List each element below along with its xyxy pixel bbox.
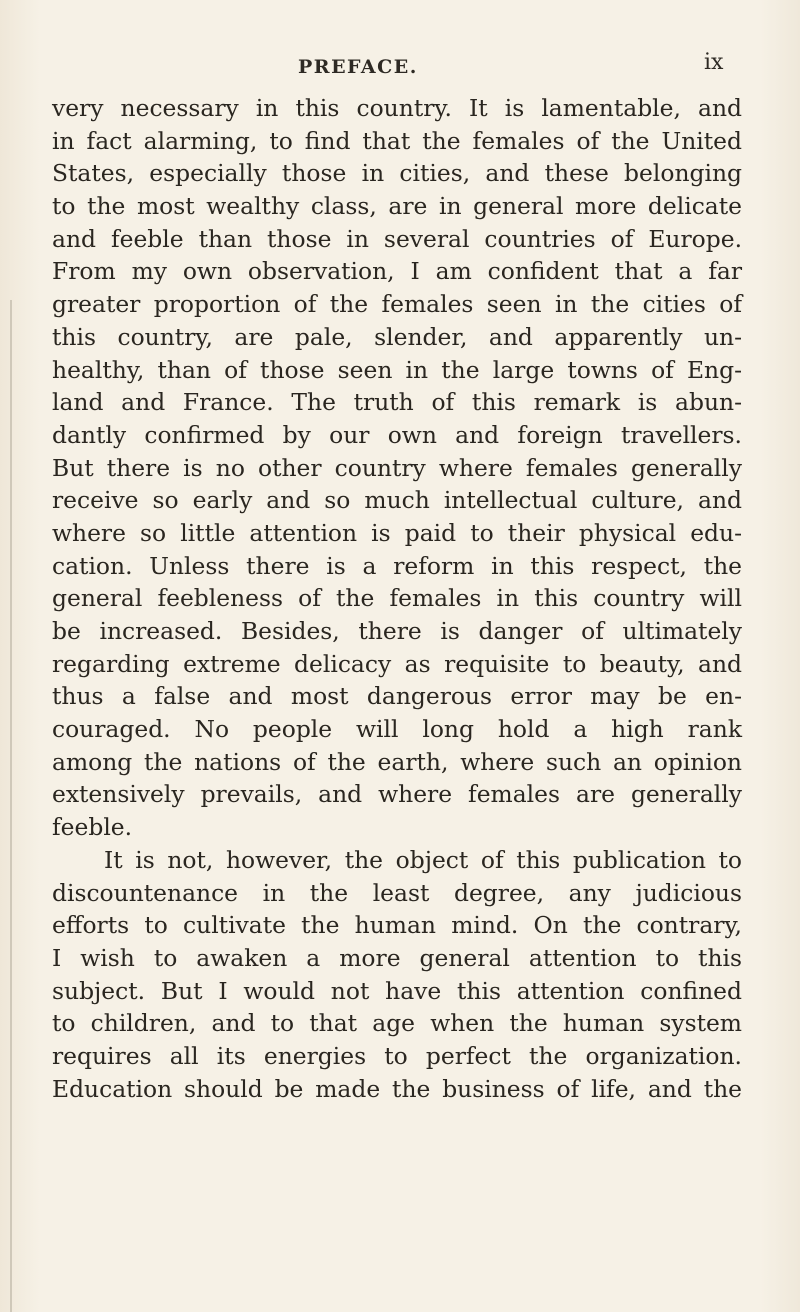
text-line: in fact alarming, to find that the females of the United <box>52 126 742 155</box>
text-line: regarding extreme delicacy as requisite to beauty, and <box>52 649 742 678</box>
text-line: thus a false and most dangerous error may be en- <box>52 682 742 711</box>
text-line: efforts to cultivate the human mind. On the contrary, <box>52 911 742 940</box>
text-line: where so little attention is paid to their physical edu- <box>52 518 742 547</box>
text-line: this country, are pale, slender, and apparently un- <box>52 322 742 351</box>
text-line: extensively prevails, and where females are generally <box>52 780 742 809</box>
text-line: I wish to awaken a more general attention to this <box>52 943 742 972</box>
text-line: general feebleness of the females in this country will <box>52 584 742 613</box>
text-line: receive so early and so much intellectual culture, and <box>52 486 742 515</box>
text-line: discountenance in the least degree, any judicious <box>52 878 742 907</box>
text-line: very necessary in this country. It is lamentable, and <box>52 94 742 122</box>
page-edge-shadow <box>10 300 12 1312</box>
text-line: among the nations of the earth, where such an opinion <box>52 747 742 776</box>
text-line: couraged. No people will long hold a high rank <box>52 715 742 744</box>
text-line: to the most wealthy class, are in general more delicate <box>52 192 742 221</box>
text-line: be increased. Besides, there is danger of ultimately <box>52 617 742 645</box>
text-line: feeble. <box>52 813 133 842</box>
running-head <box>0 50 800 88</box>
text-line: It is not, however, the object of this publication to <box>104 845 742 874</box>
text-line: greater proportion of the females seen in the cities of <box>52 290 742 319</box>
text-line: subject. But I would not have this attention confined <box>52 976 742 1005</box>
text-line: cation. Unless there is a reform in this respect, the <box>52 551 742 580</box>
text-line: dantly confirmed by our own and foreign travellers. <box>52 420 742 449</box>
text-line: to children, and to that age when the human system <box>52 1009 742 1038</box>
text-line: States, especially those in cities, and these belonging <box>52 159 742 188</box>
text-line: and feeble than those in several countries of Europe. <box>52 224 742 253</box>
text-line: requires all its energies to perfect the organization. <box>52 1041 742 1070</box>
text-line: Education should be made the business of life, and the <box>52 1074 742 1103</box>
text-line: From my own observation, I am confident that a far <box>52 257 742 286</box>
text-line: But there is no other country where females generally <box>52 453 742 482</box>
text-line: healthy, than of those seen in the large towns of Eng- <box>52 355 742 384</box>
page-number: ix <box>704 50 724 75</box>
text-line: land and France. The truth of this remark is abun- <box>52 388 742 417</box>
body-text <box>52 92 742 1105</box>
running-head-title: PREFACE. <box>298 56 418 78</box>
